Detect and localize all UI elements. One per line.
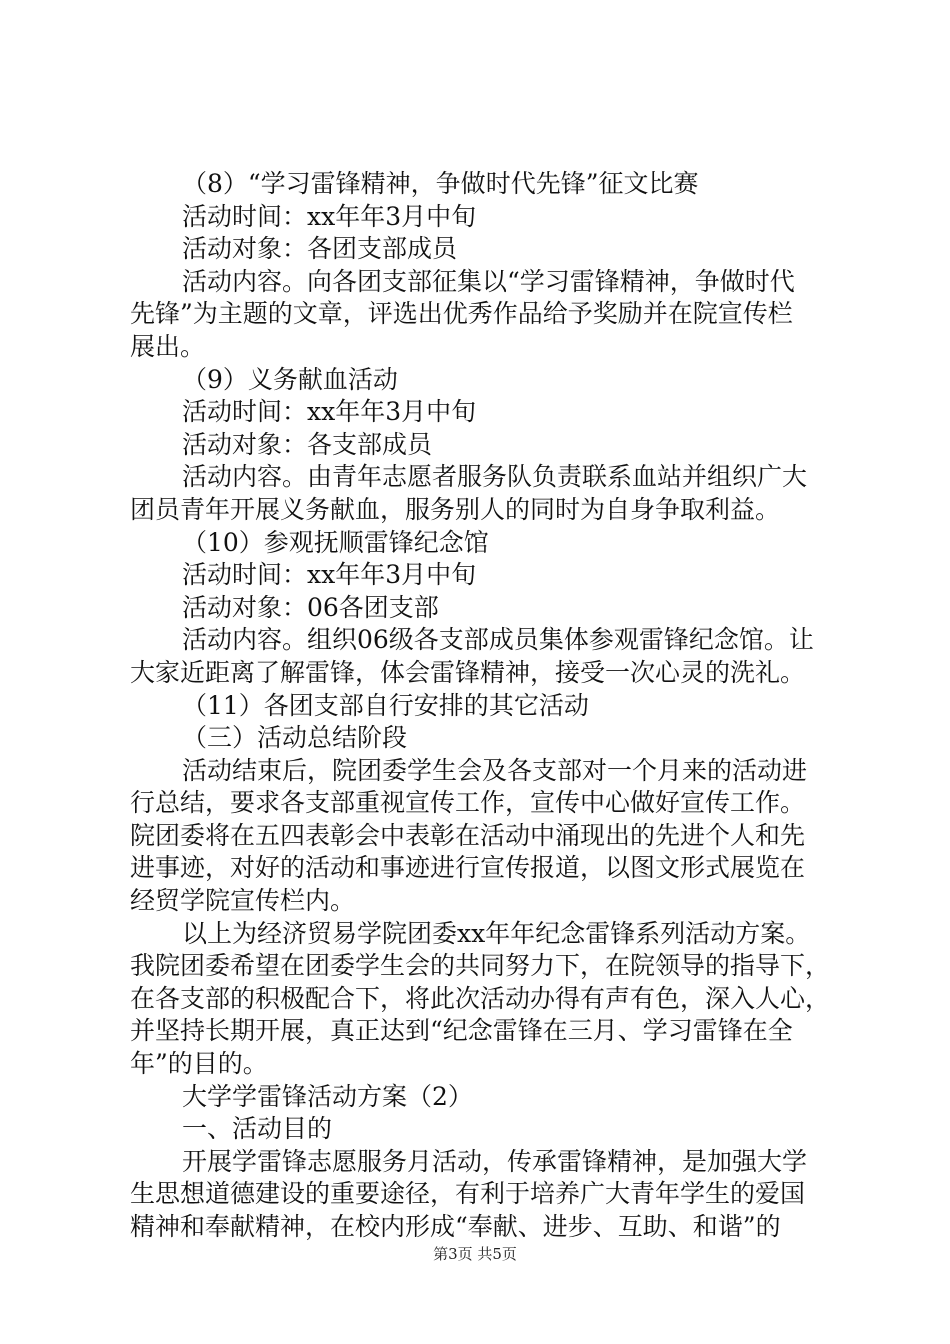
text-line: 经贸学院宣传栏内。 — [130, 886, 356, 916]
section-heading: 一、活动目的 — [182, 1114, 333, 1144]
text-line: 行总结，要求各支部重视宣传工作，宣传中心做好宣传工作。 — [130, 788, 806, 818]
section-heading: （10）参观抚顺雷锋纪念馆 — [182, 527, 489, 557]
section-heading: 大学学雷锋活动方案（2） — [182, 1081, 473, 1111]
page-footer: 第3页 共5页 — [433, 1245, 517, 1263]
section-heading: （9）义务献血活动 — [182, 364, 398, 394]
text-line: 活动对象：06各团支部 — [182, 592, 439, 622]
text-line: 活动结束后，院团委学生会及各支部对一个月来的活动进 — [182, 755, 808, 785]
section-heading: （8）“学习雷锋精神，争做时代先锋”征文比赛 — [182, 169, 699, 198]
text-line: 年”的目的。 — [130, 1049, 268, 1079]
text-line: 先锋”为主题的文章，评选出优秀作品给予奖励并在院宣传栏 — [130, 299, 793, 329]
text-line: 活动时间：xx年年3月中旬 — [182, 560, 477, 590]
text-line: 在各支部的积极配合下，将此次活动办得有声有色，深入人心， — [130, 983, 830, 1013]
document-body — [130, 168, 830, 1244]
text-line: 并坚持长期开展，真正达到“纪念雷锋在三月、学习雷锋在全 — [130, 1016, 793, 1046]
text-line: 活动内容。向各团支部征集以“学习雷锋精神，争做时代 — [182, 266, 795, 296]
text-line: 生思想道德建设的重要途径，有利于培养广大青年学生的爱国 — [130, 1179, 806, 1209]
text-line: 展出。 — [130, 331, 206, 361]
text-line: 我院团委希望在团委学生会的共同努力下，在院领导的指导下， — [130, 951, 830, 981]
text-line: 活动对象：各支部成员 — [182, 429, 433, 459]
text-line: 活动内容。组织06级各支部成员集体参观雷锋纪念馆。让 — [182, 625, 814, 655]
text-line: 进事迹，对好的活动和事迹进行宣传报道，以图文形式展览在 — [130, 853, 806, 883]
text-line: 活动对象：各团支部成员 — [182, 234, 458, 264]
section-heading: （11）各团支部自行安排的其它活动 — [182, 690, 589, 720]
text-line: 活动时间：xx年年3月中旬 — [182, 397, 477, 427]
text-line: 活动内容。由青年志愿者服务队负责联系血站并组织广大 — [182, 462, 808, 492]
text-line: 精神和奉献精神，在校内形成“奉献、进步、互助、和谐”的 — [130, 1212, 781, 1241]
text-line: 以上为经济贸易学院团委xx年年纪念雷锋系列活动方案。 — [182, 918, 811, 948]
text-line: 团员青年开展义务献血，服务别人的同时为自身争取利益。 — [130, 494, 781, 524]
text-line: 院团委将在五四表彰会中表彰在活动中涌现出的先进个人和先 — [130, 820, 806, 850]
text-line: 活动时间：xx年年3月中旬 — [182, 201, 477, 231]
text-line: 开展学雷锋志愿服务月活动，传承雷锋精神，是加强大学 — [182, 1146, 808, 1176]
text-line: 大家近距离了解雷锋，体会雷锋精神，接受一次心灵的洗礼。 — [130, 657, 806, 687]
section-heading: （三）活动总结阶段 — [182, 723, 408, 753]
